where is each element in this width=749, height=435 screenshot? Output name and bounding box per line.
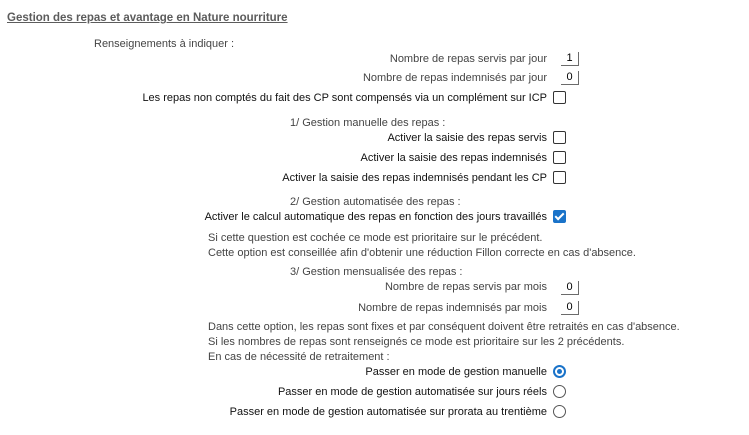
radio-prorata[interactable] [553, 405, 566, 418]
calcul-auto-checkbox[interactable] [553, 210, 566, 223]
saisie-indemnises-checkbox[interactable] [553, 151, 566, 164]
saisie-indemnises-label: Activer la saisie des repas indemnisés [360, 152, 547, 164]
saisie-servis-label: Activer la saisie des repas servis [387, 132, 547, 144]
mensualisee-note-3: En cas de nécessité de retraitement : [208, 351, 390, 363]
radio-manuelle[interactable] [553, 365, 566, 378]
repas-indemnises-jour-label: Nombre de repas indemnisés par jour [362, 72, 547, 84]
repas-non-comptes-checkbox[interactable] [553, 91, 566, 104]
radio-manuelle-label: Passer en mode de gestion manuelle [365, 366, 547, 378]
repas-servis-mois-label: Nombre de repas servis par mois [384, 281, 547, 293]
saisie-indemnises-cp-label: Activer la saisie des repas indemnisés pendant les CP [282, 172, 547, 184]
renseignements-label: Renseignements à indiquer : [94, 38, 235, 50]
repas-indemnises-jour-input[interactable]: 0 [561, 71, 579, 85]
mensualisee-note-1: Dans cette option, les repas sont fixes et par conséquent doivent être retraités en cas d'absence. [208, 321, 680, 333]
repas-servis-jour-label: Nombre de repas servis par jour [389, 53, 547, 65]
auto-note-1: Si cette question est cochée ce mode est prioritaire sur le précédent. [208, 232, 543, 244]
repas-servis-jour-input[interactable]: 1 [561, 52, 579, 66]
mensualisee-note-2: Si les nombres de repas sont renseignés ce mode est prioritaire sur les 2 précédents. [208, 336, 625, 348]
saisie-indemnises-cp-checkbox[interactable] [553, 171, 566, 184]
page-title: Gestion des repas et avantage en Nature nourriture [7, 12, 288, 24]
radio-jours-reels-label: Passer en mode de gestion automatisée sur jours réels [277, 386, 547, 398]
auto-note-2: Cette option est conseillée afin d'obtenir une réduction Fillon correcte en cas d'absence. [208, 247, 636, 259]
repas-servis-mois-input[interactable]: 0 [561, 281, 579, 295]
gestion-mensualisee-heading: 3/ Gestion mensualisée des repas : [290, 266, 463, 278]
repas-indemnises-mois-input[interactable]: 0 [561, 301, 579, 315]
calcul-auto-label: Activer le calcul automatique des repas en fonction des jours travaillés [204, 211, 547, 223]
saisie-servis-checkbox[interactable] [553, 131, 566, 144]
repas-non-comptes-label: Les repas non comptés du fait des CP sont compensés via un complément sur ICP [142, 92, 547, 104]
gestion-automatisee-heading: 2/ Gestion automatisée des repas : [290, 196, 461, 208]
radio-jours-reels[interactable] [553, 385, 566, 398]
gestion-manuelle-heading: 1/ Gestion manuelle des repas : [290, 117, 446, 129]
radio-prorata-label: Passer en mode de gestion automatisée sur prorata au trentième [229, 406, 547, 418]
repas-indemnises-mois-label: Nombre de repas indemnisés par mois [358, 302, 547, 314]
